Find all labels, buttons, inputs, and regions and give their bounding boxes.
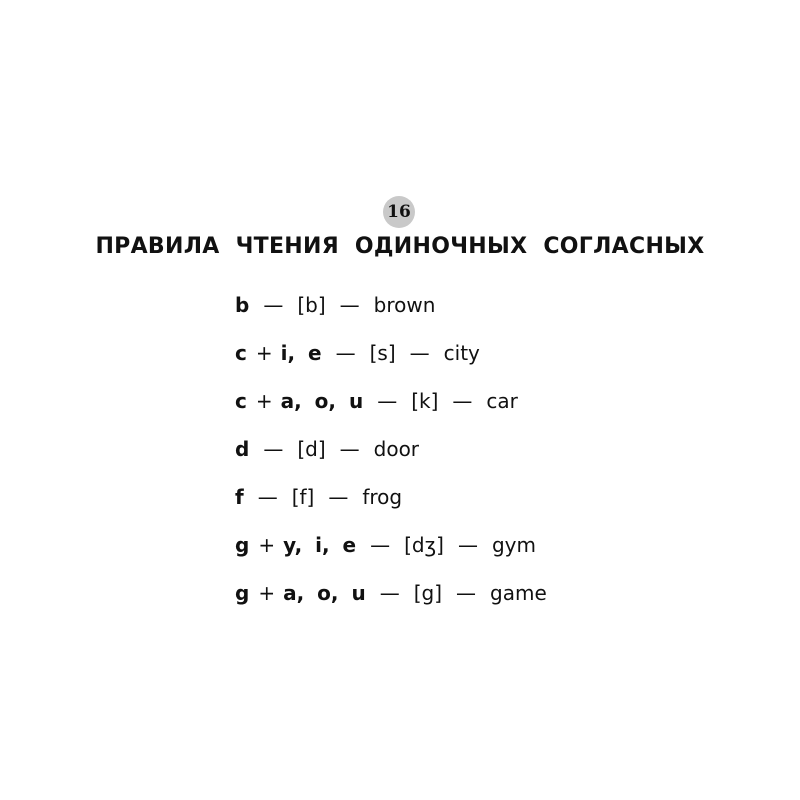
plus-sign: + — [258, 533, 276, 557]
rule-row — [235, 281, 547, 329]
rule-letter: f — [235, 485, 244, 509]
plus-sign: + — [255, 389, 273, 413]
rule-sound: [s] — [369, 341, 396, 365]
rule-row — [235, 521, 547, 569]
rule-row — [235, 569, 547, 617]
rule-example: car — [486, 389, 518, 413]
separator-dash: — — [335, 341, 356, 365]
separator-dash: — — [377, 389, 398, 413]
rule-sound: [d] — [297, 437, 326, 461]
rule-sound: [k] — [411, 389, 439, 413]
rule-vowels: y, i, e — [283, 533, 357, 557]
rule-example: door — [373, 437, 420, 461]
rule-sound: [f] — [291, 485, 315, 509]
rule-example: game — [490, 581, 547, 605]
rule-letter: g — [235, 533, 250, 557]
rule-sound: [dʒ] — [404, 533, 444, 557]
separator-dash: — — [457, 533, 478, 557]
rule-letter: c — [235, 389, 247, 413]
page-number: 16 — [387, 202, 411, 222]
plus-sign: + — [255, 341, 273, 365]
rule-example: gym — [491, 533, 536, 557]
separator-dash: — — [456, 581, 477, 605]
separator-dash: — — [257, 485, 278, 509]
rule-example: city — [443, 341, 480, 365]
separator-dash: — — [339, 293, 360, 317]
separator-dash: — — [452, 389, 473, 413]
plus-sign: + — [258, 581, 276, 605]
rule-letter: d — [235, 437, 250, 461]
rule-letter: g — [235, 581, 250, 605]
rule-example: brown — [373, 293, 436, 317]
rule-letter: c — [235, 341, 247, 365]
page-number-badge — [383, 196, 415, 228]
separator-dash: — — [409, 341, 430, 365]
rule-vowels: a, o, u — [280, 389, 364, 413]
rule-row — [235, 377, 547, 425]
rule-row — [235, 425, 547, 473]
rule-vowels: a, o, u — [283, 581, 366, 605]
separator-dash: — — [263, 293, 284, 317]
rule-letter: b — [235, 293, 250, 317]
page-title: ПРАВИЛА ЧТЕНИЯ ОДИНОЧНЫХ СОГЛАСНЫХ — [95, 234, 705, 259]
separator-dash: — — [263, 437, 284, 461]
reading-rules-list — [235, 281, 547, 617]
rule-sound: [g] — [413, 581, 443, 605]
rule-sound: [b] — [297, 293, 326, 317]
separator-dash: — — [379, 581, 400, 605]
rule-row — [235, 473, 547, 521]
rule-row — [235, 329, 547, 377]
separator-dash: — — [339, 437, 360, 461]
separator-dash: — — [370, 533, 391, 557]
separator-dash: — — [328, 485, 349, 509]
rule-example: frog — [362, 485, 403, 509]
rule-vowels: i, e — [280, 341, 322, 365]
